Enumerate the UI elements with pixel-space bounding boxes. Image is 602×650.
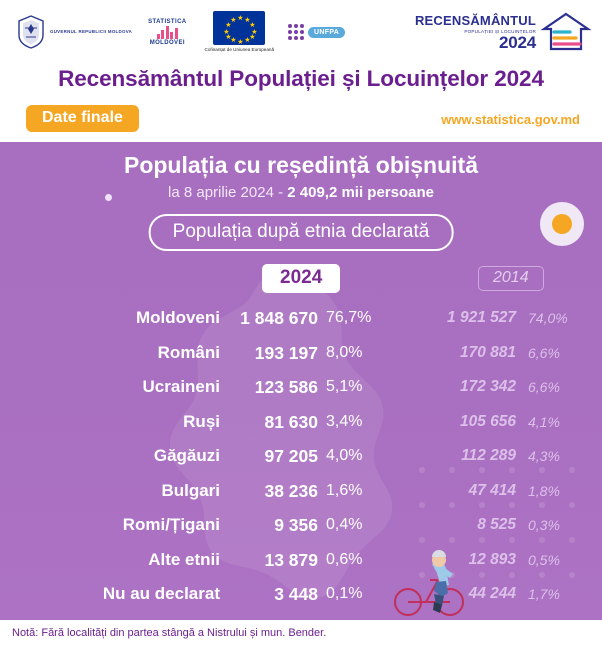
decorative-circle-badge	[540, 202, 584, 246]
row-value-2024: 193 197	[254, 342, 318, 363]
table-row	[0, 511, 602, 546]
row-value-2014: 8 525	[477, 516, 516, 533]
reference-date-text: la 8 aprilie 2024 -	[168, 184, 288, 201]
census-house-icon	[540, 11, 592, 53]
row-percent-2024: 4,0%	[326, 447, 363, 464]
row-value-2024: 81 630	[264, 411, 318, 432]
section-title: Populația cu reședință obișnuită	[123, 152, 478, 178]
row-percent-2014: 6,6%	[528, 379, 560, 395]
table-header-row	[0, 264, 602, 298]
statistica-logo-bottom: MOLDOVEI	[149, 39, 185, 46]
row-label: Nu au declarat	[102, 584, 220, 603]
row-value-2024: 97 205	[264, 446, 318, 466]
column-header-2024: 2024	[262, 264, 340, 293]
row-percent-2014: 4,1%	[528, 413, 560, 430]
row-value-2024: 123 586	[254, 377, 318, 397]
eu-flag-icon: ★ ★ ★ ★ ★ ★ ★ ★ ★ ★ ★ ★	[213, 11, 265, 45]
row-percent-2014: 1,7%	[528, 586, 560, 602]
cyclist-illustration	[392, 544, 468, 618]
government-logo	[16, 15, 132, 49]
row-label: Moldoveni	[135, 308, 220, 327]
unfpa-logo-label: UNFPA	[308, 27, 345, 38]
table-row	[0, 339, 602, 374]
table-row	[0, 580, 602, 615]
row-label: Ucraineni	[142, 377, 220, 396]
page-title: Recensământul Populației și Locuințelor 2024	[58, 66, 544, 91]
eu-logo	[205, 11, 274, 53]
page-header	[0, 0, 602, 142]
row-percent-2014: 0,3%	[528, 517, 560, 533]
row-value-2024: 1 848 670	[240, 308, 318, 328]
row-label: Alte etnii	[148, 549, 220, 569]
moldova-crest-icon	[16, 15, 46, 49]
row-percent-2024: 76,7%	[326, 309, 372, 326]
logo-row	[0, 6, 602, 58]
unfpa-dots-icon	[288, 24, 304, 40]
census-logo-line1: RECENSĂMÂNTUL	[414, 13, 536, 28]
statistica-moldovei-logo	[148, 19, 186, 46]
eu-logo-caption: Cofinanțat de Uniunea Europeană	[204, 47, 275, 53]
row-value-2014: 44 244	[468, 585, 516, 602]
row-percent-2014: 74,0%	[528, 310, 568, 326]
row-percent-2024: 1,6%	[326, 481, 363, 499]
statistica-bars-icon	[157, 26, 178, 39]
row-value-2024: 3 448	[274, 584, 318, 604]
website-url[interactable]: www.statistica.gov.md	[441, 112, 580, 127]
total-population-value: 2 409,2 mii persoane	[287, 184, 434, 201]
row-percent-2014: 1,8%	[528, 482, 560, 499]
census-logo-line2: POPULAȚIEI ȘI LOCUINȚELOR	[464, 29, 536, 34]
row-label: Români	[157, 342, 220, 362]
row-label: Găgăuzi	[153, 446, 220, 465]
decorative-circle-inner	[552, 214, 572, 234]
row-value-2014: 172 342	[459, 378, 516, 395]
row-label: Romi/Țigani	[122, 515, 220, 534]
main-content	[0, 142, 602, 620]
status-badge: Date finale	[26, 105, 139, 132]
row-label: Bulgari	[161, 480, 220, 500]
row-value-2014: 170 881	[459, 343, 516, 361]
row-percent-2024: 0,4%	[326, 516, 363, 533]
section-subline	[0, 184, 602, 201]
row-percent-2024: 8,0%	[326, 343, 363, 361]
table-row	[0, 477, 602, 512]
census-logo-text	[415, 13, 536, 51]
row-label: Ruși	[183, 411, 220, 431]
footnote: Notă: Fără localități din partea stângă a Nistrului și mun. Bender.	[12, 627, 327, 639]
row-value-2024: 9 356	[274, 515, 318, 535]
row-value-2014: 12 893	[468, 550, 516, 568]
row-value-2014: 1 921 527	[447, 309, 516, 326]
table-row	[0, 546, 602, 581]
row-percent-2014: 6,6%	[528, 344, 560, 361]
column-header-2014: 2014	[478, 266, 544, 291]
chart-heading-pill: Populația după etnia declarată	[149, 214, 454, 251]
unfpa-logo	[288, 24, 345, 40]
census-logo	[415, 11, 592, 53]
row-percent-2024: 5,1%	[326, 378, 363, 395]
ethnicity-table	[0, 264, 602, 298]
row-percent-2024: 3,4%	[326, 412, 363, 430]
table-body	[0, 304, 602, 615]
row-value-2014: 105 656	[459, 412, 516, 430]
table-row	[0, 408, 602, 443]
row-percent-2024: 0,1%	[326, 585, 363, 602]
row-value-2014: 47 414	[468, 481, 516, 499]
census-logo-year: 2024	[498, 33, 536, 52]
page-footer	[0, 620, 602, 650]
row-percent-2024: 0,6%	[326, 550, 363, 568]
statistica-logo-top: STATISTICA	[148, 18, 187, 25]
row-percent-2014: 0,5%	[528, 551, 560, 568]
government-logo-text: GUVERNUL REPUBLICII MOLDOVA	[50, 29, 133, 35]
table-row	[0, 442, 602, 477]
table-row	[0, 373, 602, 408]
table-row	[0, 304, 602, 339]
row-percent-2014: 4,3%	[528, 448, 560, 464]
row-value-2024: 38 236	[264, 480, 318, 501]
row-value-2024: 13 879	[264, 549, 318, 570]
row-value-2014: 112 289	[461, 447, 516, 464]
